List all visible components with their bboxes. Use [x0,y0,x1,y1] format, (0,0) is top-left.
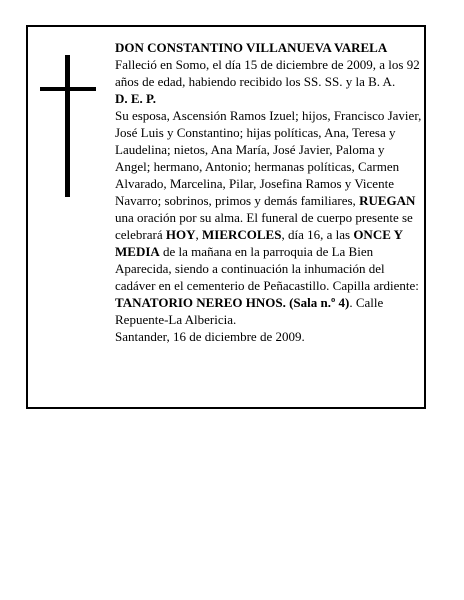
service-text: de la mañana en la parroquia de La Bien Aparecida, siendo a continuación la inhumación del cadáver en el cementerio de Peñacastillo. Capilla ardiente: [115,244,419,293]
comma-text: , [195,227,202,242]
place-date: Santander, 16 de diciembre de 2009. [115,329,305,344]
notice-text [115,39,422,345]
ruegan-word: RUEGAN [359,193,416,208]
funeral-home-address: . Calle Repuente-La Albericia. [115,295,384,327]
family-list: Su esposa, Ascensión Ramos Izuel; hijos, Francisco Javier, José Luis y Constantino; hijas políticas, Ana, Teresa y Laudelina; nietos, Ana María, José Javier, Paloma y Angel; hermano, Antonio; hermanas políticas, Carmen Alvarado, Marcelina, Pilar, Josefina Ramos y Vicente Navarro; sobrinos, primos y demás familiares, [115,108,422,208]
service-time: ONCE Y MEDIA [115,227,403,259]
hoy-word: HOY [165,227,196,242]
funeral-home: TANATORIO NEREO HNOS. (Sala n.º 4) [115,295,350,310]
rip-abbreviation: D. E. P. [115,91,157,106]
cross-horizontal-bar [40,87,96,91]
cross-vertical-bar [65,55,70,197]
obituary-notice [26,25,426,409]
deceased-name: DON CONSTANTINO VILLANUEVA VARELA [115,40,388,55]
death-notice: Falleció en Somo, el día 15 de diciembre de 2009, a los 92 años de edad, habiendo recibido los SS. SS. y la B. A. [115,57,420,89]
day-text: , día 16, a las [281,227,354,242]
weekday: MIERCOLES [202,227,282,242]
family-paragraph [115,107,422,328]
prayer-text: una oración por su alma. El funeral de cuerpo presente se celebrará [115,210,413,242]
